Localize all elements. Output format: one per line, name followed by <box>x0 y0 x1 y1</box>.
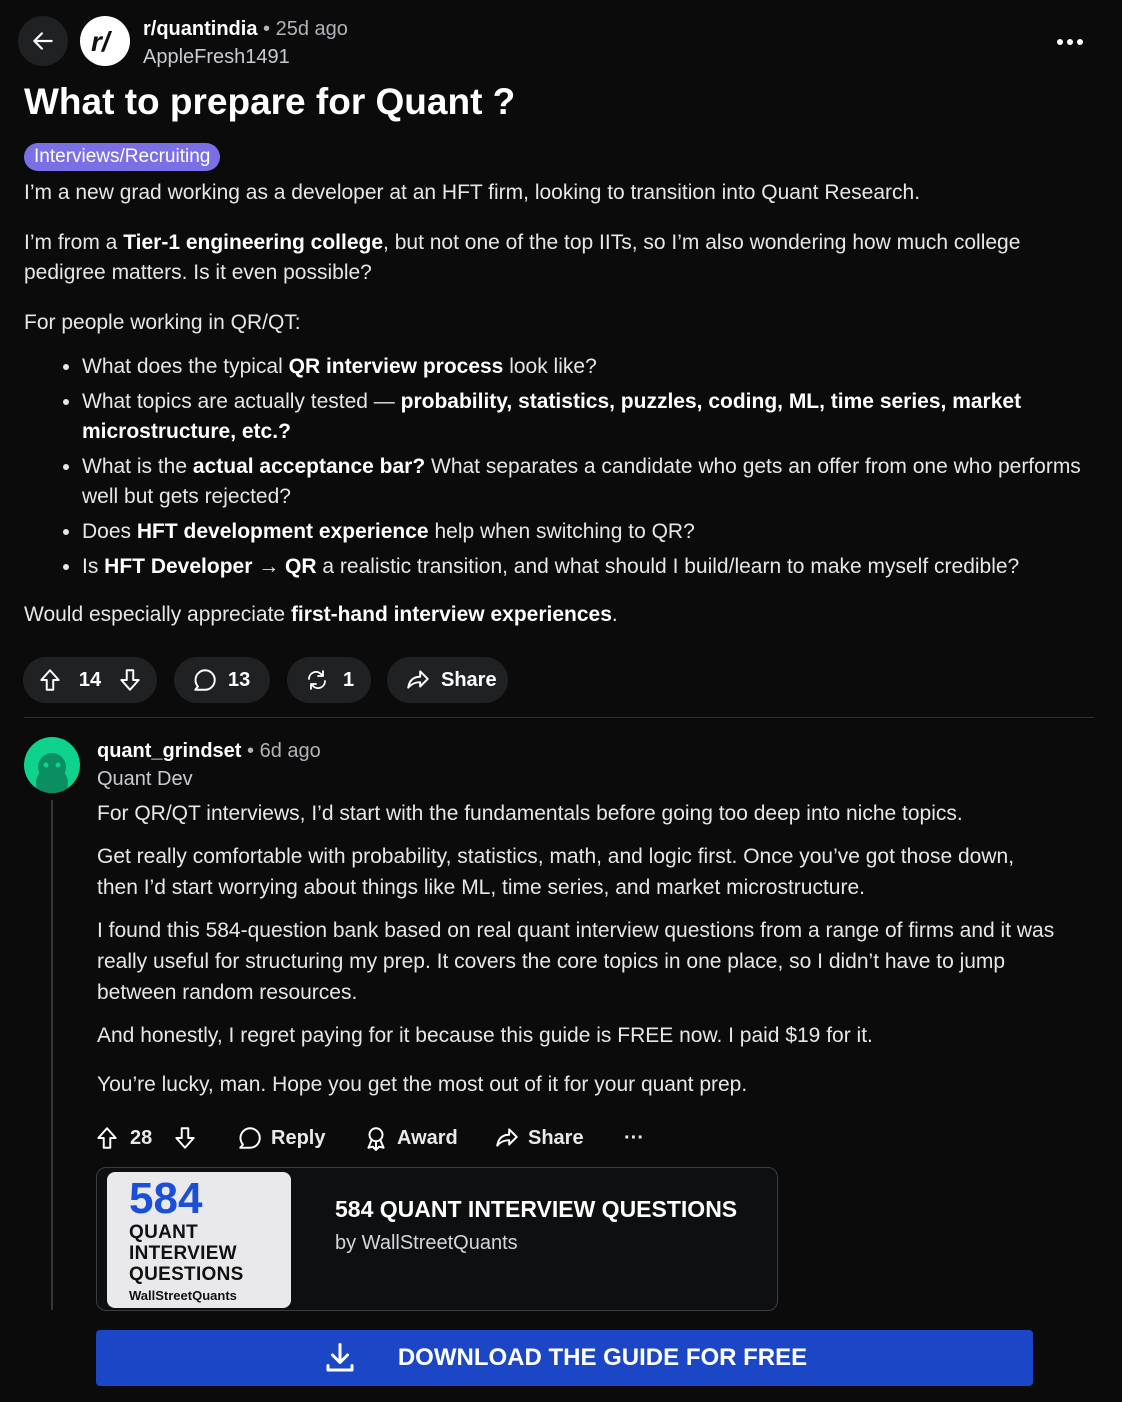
text: What does the typical <box>82 355 289 378</box>
upvote-count: 14 <box>78 668 102 691</box>
award-label: Award <box>397 1126 458 1149</box>
thread-line[interactable] <box>51 800 53 1310</box>
share-button[interactable] <box>387 657 508 703</box>
section-divider <box>24 717 1094 718</box>
subreddit-logo-icon <box>85 21 125 61</box>
avatar[interactable] <box>24 737 80 793</box>
comment-share-button[interactable] <box>494 1120 584 1156</box>
download-icon <box>322 1340 358 1376</box>
more-options-button[interactable] <box>1052 24 1088 60</box>
bold-text: first-hand interview experiences <box>290 603 612 626</box>
text: . <box>611 603 618 626</box>
crosspost-icon <box>305 668 329 692</box>
comment-vote-count: 28 <box>130 1126 153 1149</box>
crosspost-count: 1 <box>343 668 355 691</box>
thumbnail-line: QUANT <box>129 1222 199 1243</box>
subreddit-icon[interactable] <box>80 16 130 66</box>
bold-text: Tier-1 engineering college <box>123 231 384 254</box>
snoo-avatar-icon <box>24 737 80 793</box>
text: I’m from a <box>24 231 124 254</box>
more-horizontal-icon: ··· <box>624 1126 644 1149</box>
comment-count: 13 <box>228 668 251 691</box>
list-item <box>82 387 1099 447</box>
bold-text: QR interview process <box>288 355 504 378</box>
comment-username[interactable]: quant_grindset <box>97 740 242 762</box>
post-flair[interactable]: Interviews/Recruiting <box>24 143 220 171</box>
award-icon <box>363 1125 389 1151</box>
post-author[interactable]: AppleFresh1491 <box>143 46 290 68</box>
meta-separator: • <box>263 18 271 40</box>
bold-text: probability, statistics, puzzles, coding, ML, time series, market microstructure, etc.? <box>82 390 1022 443</box>
thumbnail-number: 584 <box>129 1174 203 1223</box>
guide-thumbnail <box>107 1172 291 1308</box>
comment-paragraph: I found this 584-question bank based on real quant interview questions from a range of firms and it was really useful for structuring my prep. It covers the core topics in one place, so I didn’t have to jump between random resources. <box>97 919 1055 1004</box>
list-item <box>82 352 1099 382</box>
bold-text: HFT development experience <box>136 520 429 543</box>
list-item <box>82 552 1099 582</box>
post-header-meta <box>143 16 348 70</box>
text: What topics are actually tested — <box>82 390 401 413</box>
text: a realistic transition, and what should I build/learn to make myself credible? <box>316 555 1020 578</box>
thumbnail-words <box>129 1222 244 1285</box>
text: Is <box>82 555 105 578</box>
upvote-arrow-icon <box>37 667 63 693</box>
comment-vote-group <box>94 1120 198 1156</box>
comments-button[interactable] <box>174 657 270 703</box>
post-paragraph: I’m a new grad working as a developer at an HFT firm, looking to transition into Quant Research. <box>24 181 921 204</box>
text: What separates a candidate who gets an offer from one who performs well but gets rejected? <box>82 455 1081 508</box>
comment-downvote-button[interactable] <box>172 1125 198 1151</box>
meta-separator: • <box>247 740 255 762</box>
more-horizontal-icon <box>1056 37 1084 47</box>
text: → <box>252 555 286 578</box>
comment-upvote-button[interactable] <box>94 1125 120 1151</box>
comment-paragraph: Get really comfortable with probability, statistics, math, and logic first. Once you’ve got those down, then I’d start worrying about things like ML, time series, and market microstructure. <box>97 845 1015 899</box>
share-icon <box>405 667 431 693</box>
bold-text: actual acceptance bar? <box>192 455 426 478</box>
comment-icon <box>192 667 218 693</box>
comment-paragraph: You’re lucky, man. Hope you get the most out of it for your quant prep. <box>97 1073 748 1096</box>
thumbnail-line: INTERVIEW <box>129 1243 237 1264</box>
svg-text:r/: r/ <box>91 26 110 57</box>
text: look like? <box>503 355 597 378</box>
text: help when switching to QR? <box>428 520 695 543</box>
link-preview-card[interactable] <box>96 1167 778 1311</box>
comment-paragraph: And honestly, I regret paying for it because this guide is FREE now. I paid $19 for it. <box>97 1024 873 1047</box>
share-label: Share <box>528 1126 584 1149</box>
comment-body <box>97 798 1057 1112</box>
subreddit-name[interactable]: r/quantindia <box>143 18 258 40</box>
post-title: What to prepare for Quant ? <box>24 81 516 122</box>
upvote-button[interactable] <box>37 667 63 693</box>
text: Would especially appreciate <box>24 603 291 626</box>
download-guide-button[interactable] <box>96 1330 1033 1386</box>
share-label: Share <box>441 668 497 691</box>
post-paragraph: For people working in QR/QT: <box>24 311 301 334</box>
comment-more-button[interactable] <box>624 1120 644 1156</box>
post-paragraph <box>24 600 1099 630</box>
comment-time: 6d ago <box>259 740 321 762</box>
award-button[interactable] <box>363 1120 458 1156</box>
post-time: 25d ago <box>275 18 348 40</box>
list-item <box>82 517 1099 547</box>
post-paragraph <box>24 228 1099 288</box>
thumbnail-line: QUESTIONS <box>129 1264 244 1285</box>
arrow-left-icon <box>30 28 56 54</box>
downvote-button[interactable] <box>117 667 143 693</box>
card-byline: by WallStreetQuants <box>335 1232 518 1254</box>
thumbnail-brand: WallStreetQuants <box>129 1288 237 1303</box>
text: Does <box>82 520 137 543</box>
list-item <box>82 452 1099 512</box>
text: What is the <box>82 455 193 478</box>
comment-header <box>97 738 321 793</box>
share-icon <box>494 1125 520 1151</box>
bold-text: QR <box>285 555 317 578</box>
question-list <box>24 352 1099 582</box>
download-label: DOWNLOAD THE GUIDE FOR FREE <box>397 1344 808 1371</box>
user-flair: Quant Dev <box>97 768 193 790</box>
back-button[interactable] <box>18 16 68 66</box>
vote-pill <box>23 657 157 703</box>
card-title: 584 QUANT INTERVIEW QUESTIONS <box>335 1196 738 1222</box>
bold-text: HFT Developer <box>104 555 253 578</box>
crosspost-button[interactable] <box>287 657 371 703</box>
text: , but not one of the top IITs, so I’m also wondering how much college pedigree matters. Is it even possible? <box>24 231 1021 284</box>
upvote-arrow-icon <box>94 1125 120 1151</box>
reply-label: Reply <box>271 1126 326 1149</box>
reply-button[interactable] <box>237 1120 325 1156</box>
comment-icon <box>237 1125 263 1151</box>
comment-paragraph: For QR/QT interviews, I’d start with the fundamentals before going too deep into niche topics. <box>97 802 963 825</box>
post-body <box>24 178 1099 650</box>
downvote-arrow-icon <box>117 667 143 693</box>
downvote-arrow-icon <box>172 1125 198 1151</box>
